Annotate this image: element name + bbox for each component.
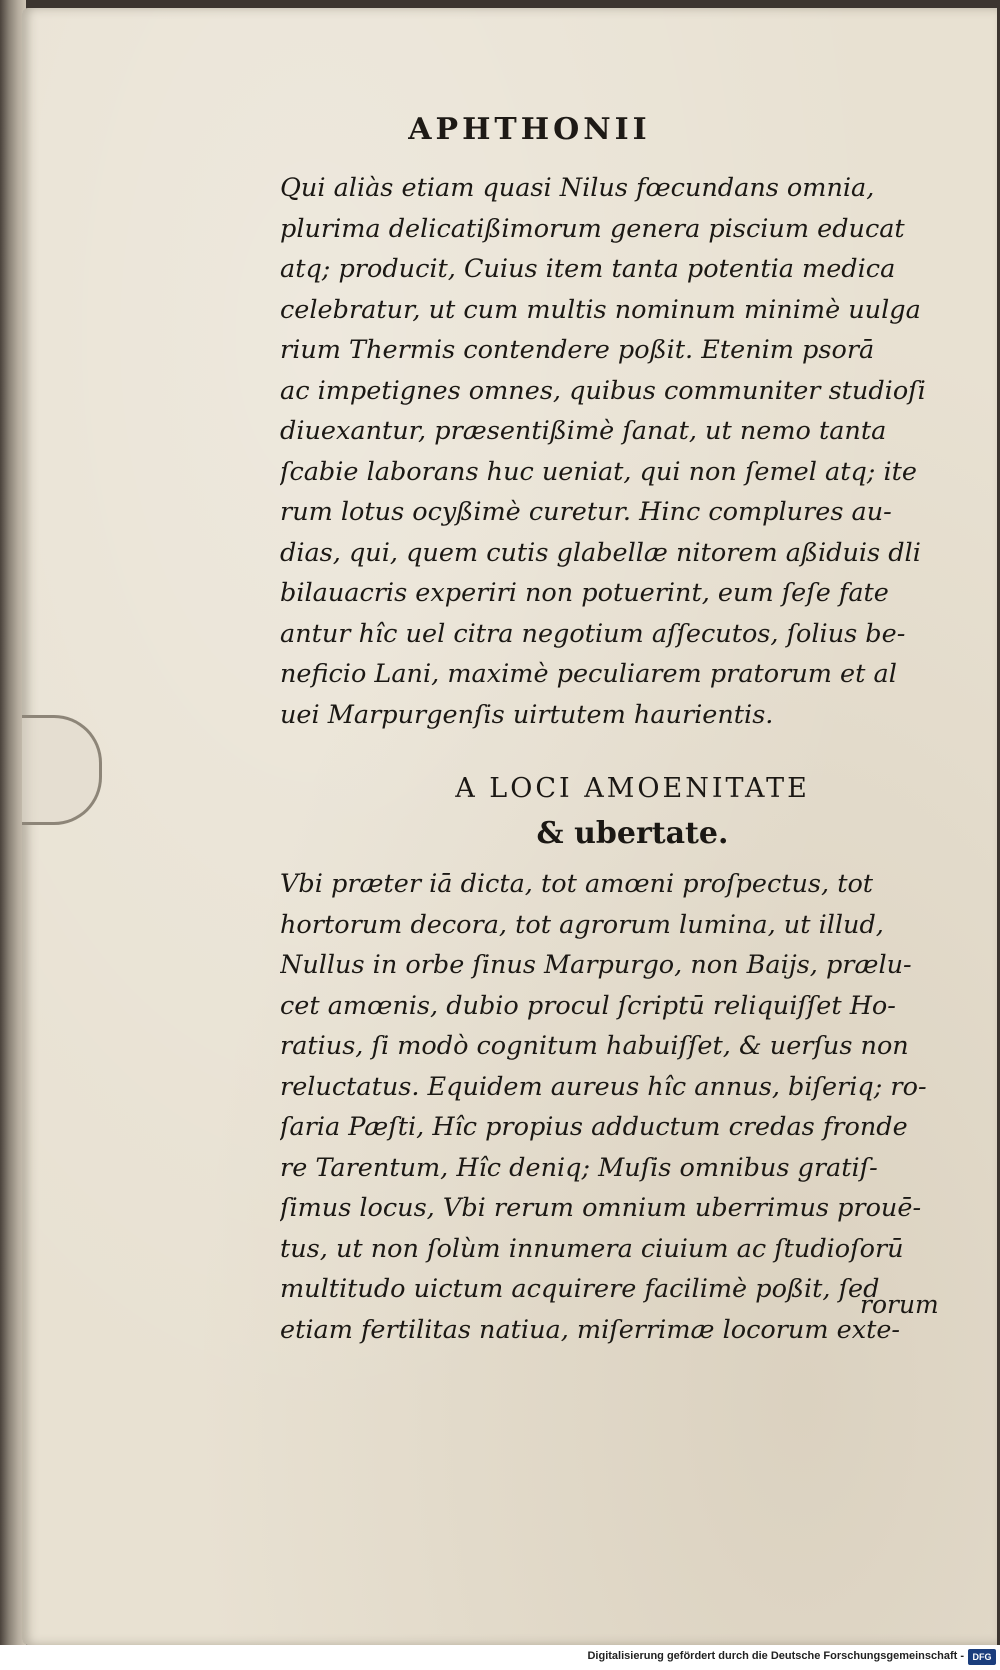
text-line: tus, ut non ſolùm innumera ciuium ac ſtudioſorū bbox=[280, 1233, 904, 1264]
text-line: uei Marpurgenſis uirtutem haurientis. bbox=[280, 699, 774, 730]
section-heading: A LOCI AMOENITATE bbox=[455, 773, 810, 804]
text-line: atq; producit, Cuius item tanta potentia medica bbox=[280, 254, 896, 284]
footer-credit: Digitalisierung gefördert durch die Deutsche Forschungsgemeinschaft - bbox=[587, 1650, 964, 1662]
text-line: multitudo uictum acquirere facilimè poßit, ſed bbox=[280, 1274, 880, 1304]
catchword: rorum bbox=[860, 1290, 939, 1319]
text-line: bilauacris experiri non potuerint, eum ſeſe fate bbox=[280, 578, 889, 608]
text-line: reluctatus. Equidem aureus hîc annus, biſeriq; ro- bbox=[280, 1071, 927, 1102]
footer-bar bbox=[0, 1645, 1000, 1670]
text-line: etiam fertilitas natiua, miſerrimæ locorum exte- bbox=[280, 1314, 901, 1345]
text-line: ſaria Pæſti, Hîc propius adductum credas fronde bbox=[280, 1112, 908, 1142]
text-line: dias, qui, quem cutis glabellæ nitorem aßiduis dli bbox=[280, 537, 921, 568]
text-line: hortorum decora, tot agrorum lumina, ut illud, bbox=[280, 909, 884, 940]
page-clip bbox=[22, 715, 102, 825]
section-subheading: & ubertate. bbox=[536, 816, 729, 851]
text-line: Nullus in orbe ſinus Marpurgo, non Baijs, prælu- bbox=[280, 950, 912, 980]
text-line: Qui aliàs etiam quasi Nilus fœcundans omnia, bbox=[280, 173, 875, 203]
text-line: diuexantur, præsentißimè ſanat, ut nemo tanta bbox=[280, 416, 887, 446]
book-page bbox=[22, 8, 997, 1645]
text-line: re Tarentum, Hîc deniq; Muſis omnibus gratiſ- bbox=[280, 1152, 878, 1183]
text-line: antur hîc uel citra negotium aſſecutos, ſolius be- bbox=[280, 618, 906, 649]
running-head: APHTHONII bbox=[408, 112, 651, 147]
text-line: ratius, ſi modò cognitum habuiſſet, & uerſus non bbox=[280, 1031, 909, 1061]
text-line: rum lotus ocyßimè curetur. Hinc complures au- bbox=[280, 497, 892, 527]
text-line: plurima delicatißimorum genera piscium educat bbox=[280, 213, 905, 244]
text-line: rium Thermis contendere poßit. Etenim psorā bbox=[280, 335, 875, 365]
text-line: ſcabie laborans huc ueniat, qui non ſemel atq; ite bbox=[280, 456, 917, 487]
body-paragraph-2 bbox=[280, 864, 985, 1350]
body-paragraph-1 bbox=[280, 168, 985, 735]
text-line: neficio Lani, maximè peculiarem pratorum et al bbox=[280, 659, 897, 689]
text-line: ſimus locus, Vbi rerum omnium uberrimus prouē- bbox=[280, 1193, 922, 1223]
text-line: cet amœnis, dubio procul ſcriptū reliquiſſet Ho- bbox=[280, 990, 896, 1021]
text-line: celebratur, ut cum multis nominum minimè uulga bbox=[280, 294, 921, 325]
dfg-logo: DFG bbox=[968, 1649, 996, 1665]
text-line: ac impetignes omnes, quibus communiter studioſi bbox=[280, 375, 926, 406]
text-line: Vbi præter iā dicta, tot amœni proſpectus, tot bbox=[280, 869, 874, 899]
